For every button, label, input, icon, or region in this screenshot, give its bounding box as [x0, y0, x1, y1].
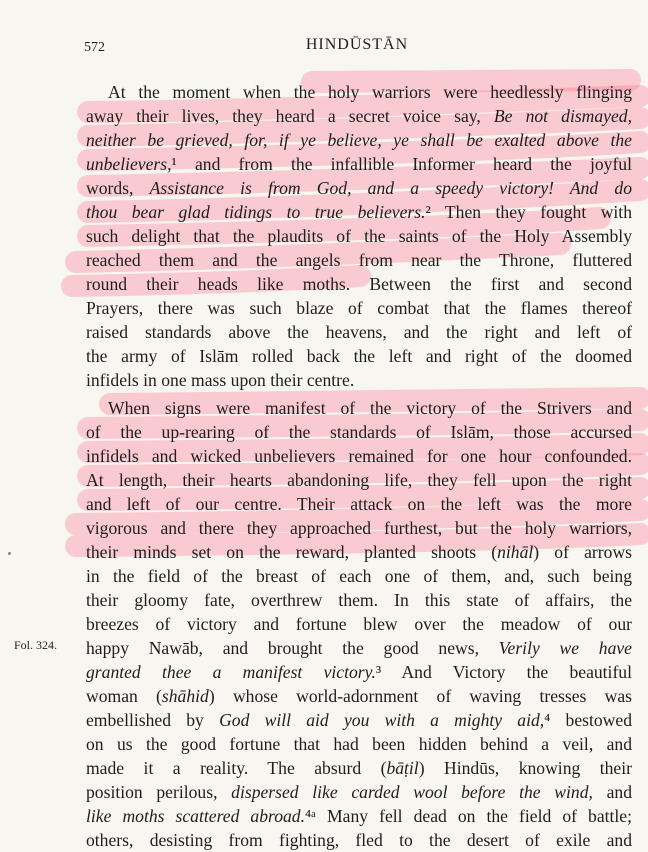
text-line: [86, 444, 632, 468]
text-line: [86, 756, 632, 780]
text-line: [108, 80, 632, 104]
text-line: [86, 296, 632, 320]
text-line: [86, 660, 632, 684]
running-title: HINDŪSTĀN: [305, 36, 409, 53]
text-run: ⁴ᵃ Many fell dead on the field of battle;: [305, 806, 632, 826]
text-line: [86, 684, 632, 708]
text-run: words,: [86, 178, 150, 198]
text-line: [86, 368, 632, 392]
text-line: [86, 540, 632, 564]
text-run: ) of arrows: [533, 542, 632, 562]
text-run: ¹ and from the infallible Informer heard the joyful: [171, 154, 632, 174]
text-line: [86, 636, 632, 660]
text-run: ² Then they fought with: [425, 202, 632, 222]
text-run: Prayers, there was such blaze of combat that the flames thereof: [86, 298, 632, 318]
text-run: in the field of the breast of each one of them, and, such being: [86, 566, 632, 586]
text-line: [108, 396, 632, 420]
italic-text-run: dispersed like carded wool before the wind,: [231, 782, 593, 802]
text-run: embellished by: [86, 710, 220, 730]
text-run: ) Hindūs, knowing their: [418, 758, 632, 778]
text-run: on us the good fortune that had been hidden behind a veil, and: [86, 734, 632, 754]
text-line: [86, 732, 632, 756]
text-run: ³ And Victory the beautiful: [375, 662, 632, 682]
text-run: infidels in one mass upon their centre.: [86, 370, 355, 390]
text-run: away their lives, they heard a secret voice say,: [86, 106, 494, 126]
text-run: breezes of victory and fortune blew over the meadow of our: [86, 614, 632, 634]
text-run: woman (: [86, 686, 162, 706]
text-run: the army of Islām rolled back the left and right of the doomed: [86, 346, 632, 366]
text-line: [86, 104, 632, 128]
text-run: such delight that the plaudits of the saints of the Holy Assembly: [86, 226, 632, 246]
text-line: [86, 248, 632, 272]
text-run: and left of our centre. Their attack on the left was the more: [86, 494, 632, 514]
text-run: vigorous and there they approached furthest, but the holy warriors,: [86, 518, 632, 538]
page-number: 572: [84, 40, 105, 55]
italic-text-run: granted thee a manifest victory.: [86, 662, 376, 682]
italic-text-run: neither be grieved, for, if ye believe, ye shall be exalted above the: [86, 130, 632, 150]
text-line: [86, 828, 632, 852]
text-line: [86, 200, 632, 224]
text-run: and: [592, 782, 632, 802]
text-line: [86, 272, 632, 296]
text-run: of the up-rearing of the standards of Islām, those accursed: [86, 422, 632, 442]
text-line: [86, 804, 632, 828]
italic-text-run: Verily we have: [498, 638, 632, 658]
text-line: [86, 420, 632, 444]
text-run: others, desisting from fighting, fled to the desert of exile and: [86, 830, 632, 850]
text-run: ⁴ bestowed: [544, 710, 632, 730]
text-line: [86, 176, 632, 200]
text-run: their gloomy fate, overthrew them. In this state of affairs, the: [86, 590, 632, 610]
text-run: At the moment when the holy warriors were heedlessly flinging: [108, 82, 632, 102]
text-run: ) whose world-adornment of waving tresses was: [208, 686, 632, 706]
text-run: raised standards above the heavens, and the right and left of: [86, 322, 632, 342]
italic-text-run: God will aid you with a mighty aid,: [219, 710, 545, 730]
text-line: [86, 492, 632, 516]
text-line: [86, 516, 632, 540]
text-run: round their heads like moths. Between the first and second: [86, 274, 632, 294]
text-line: [86, 128, 632, 152]
italic-text-run: nihāl: [497, 542, 534, 562]
text-run: reached them and the angels from near the Throne, fluttered: [86, 250, 632, 270]
italic-text-run: unbelievers,: [86, 154, 172, 174]
italic-text-run: like moths scattered abroad.: [86, 806, 305, 826]
stray-mark: [8, 552, 11, 555]
text-line: [86, 320, 632, 344]
text-run: made it a reality. The absurd (: [86, 758, 387, 778]
text-run: When signs were manifest of the victory of the Strivers and: [108, 398, 632, 418]
text-run: At length, their hearts abandoning life, they fell upon the right: [86, 470, 632, 490]
text-line: [86, 780, 632, 804]
text-line: [86, 468, 632, 492]
text-run: happy Nawāb, and brought the good news,: [86, 638, 499, 658]
text-line: [86, 224, 632, 248]
text-run: infidels and wicked unbelievers remained for one hour confounded.: [86, 446, 632, 466]
italic-text-run: Assistance is from God, and a speedy victory! And do: [149, 178, 632, 198]
italic-text-run: thou bear glad tidings to true believers.: [86, 202, 426, 222]
text-run: their minds set on the reward, planted shoots (: [86, 542, 498, 562]
text-line: [86, 344, 632, 368]
text-run: position perilous,: [86, 782, 232, 802]
text-line: [86, 588, 632, 612]
page-header: [84, 36, 630, 62]
italic-text-run: shāhid: [161, 686, 209, 706]
italic-text-run: Be not dismayed,: [493, 106, 632, 126]
text-line: [86, 612, 632, 636]
folio-margin-note: Fol. 324.: [14, 638, 58, 652]
text-line: [86, 152, 632, 176]
italic-text-run: bāṭil: [386, 758, 419, 778]
text-line: [86, 708, 632, 732]
text-line: [86, 564, 632, 588]
